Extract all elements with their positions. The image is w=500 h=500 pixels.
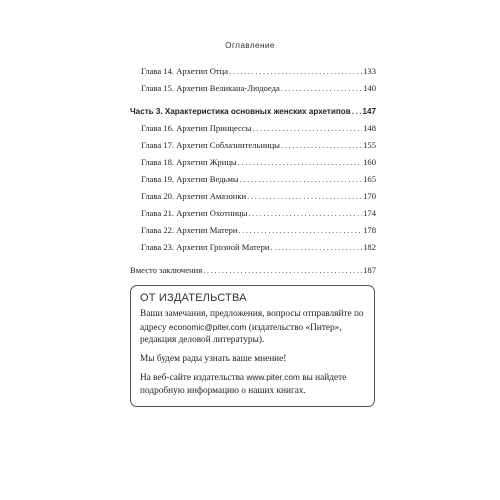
toc-entry-chapter-16[interactable]: [130, 120, 376, 137]
toc-entry-chapter-21[interactable]: [130, 205, 376, 222]
toc-entry-page: 187: [363, 265, 376, 275]
toc-entry-chapter-19[interactable]: [130, 171, 376, 188]
toc-entry-page: 147: [362, 107, 376, 116]
toc-entry-chapter-17[interactable]: [130, 137, 376, 154]
toc-leader-dots: [270, 239, 362, 256]
toc-entry-chapter-15[interactable]: [130, 80, 376, 97]
toc-entry-title: Глава 20. Архетип Амазонки: [141, 191, 247, 201]
toc-leader-dots: [238, 154, 362, 171]
toc-leader-dots: [252, 120, 362, 137]
toc-leader-dots: [281, 137, 362, 154]
toc-entry-title: Глава 23. Архетип Грозной Матери: [141, 242, 270, 252]
toc-entry-title: Глава 21. Архетип Охотницы: [141, 208, 248, 218]
toc-leader-dots: [352, 103, 362, 120]
publisher-note-contact: [140, 308, 365, 347]
publisher-note-website: [140, 371, 365, 397]
toc-entry-page: 140: [363, 83, 376, 93]
toc-leader-dots: [281, 80, 362, 97]
email-link[interactable]: economic@piter.com: [168, 321, 247, 332]
toc-entry-page: 148: [363, 123, 376, 133]
toc-entry-page: 174: [363, 208, 376, 218]
toc-leader-dots: [238, 222, 362, 239]
toc-entry-chapter-20[interactable]: [130, 188, 376, 205]
toc-entry-title: Глава 17. Архетип Соблазнительницы: [141, 140, 280, 150]
toc-entry-title: Глава 22. Архетип Матери: [141, 225, 238, 235]
running-header: Оглавление: [225, 41, 275, 50]
contact-text-end: (издательство «Питер», редакция деловой литературы).: [140, 322, 342, 345]
toc-entry-title: Глава 19. Архетип Ведьмы: [141, 174, 239, 184]
contact-text-start: Ваши замечания, предложения, вопросы отправляйте по адресу: [140, 309, 364, 333]
toc-entry-title: Глава 16. Архетип Принцессы: [141, 123, 252, 133]
toc-entry-page: 133: [363, 66, 376, 76]
toc-entry-title: Глава 18. Архетип Жрицы: [141, 157, 237, 167]
publisher-note-box: [130, 285, 375, 407]
website-text-start: На веб-сайте издательства: [140, 373, 247, 383]
toc-entry-page: 160: [363, 157, 376, 167]
toc-entry-title: Глава 15. Архетип Великана-Людоеда: [141, 83, 280, 93]
toc-entry-chapter-14[interactable]: [130, 63, 376, 80]
toc-entry-title: Вместо заключения: [130, 265, 203, 275]
toc-entry-chapter-23[interactable]: [130, 239, 376, 256]
publisher-note-title: ОТ ИЗДАТЕЛЬСТВА: [140, 292, 247, 304]
toc-entry-title: Часть 3. Характеристика основных женских архетипов: [130, 107, 351, 116]
toc-entry-page: 182: [363, 242, 376, 252]
toc-leader-dots: [240, 171, 362, 188]
toc-entry-part-3[interactable]: [130, 103, 376, 120]
toc-entry-page: 165: [363, 174, 376, 184]
toc-entry-title: Глава 14. Архетип Отца: [141, 66, 229, 76]
toc-entry-conclusion[interactable]: [130, 262, 376, 279]
toc-leader-dots: [248, 205, 362, 222]
table-of-contents: [130, 63, 376, 279]
publisher-note-feedback: Мы будем рады узнать ваше мнение!: [140, 353, 287, 364]
website-text-end: вы найдете подробную информацию о наших книгах.: [140, 373, 347, 396]
toc-entry-page: 178: [363, 225, 376, 235]
toc-entry-chapter-22[interactable]: [130, 222, 376, 239]
toc-entry-chapter-18[interactable]: [130, 154, 376, 171]
toc-entry-page: 170: [363, 191, 376, 201]
website-link[interactable]: www.piter.com: [246, 372, 300, 382]
toc-leader-dots: [247, 188, 362, 205]
toc-entry-page: 155: [363, 140, 376, 150]
toc-leader-dots: [203, 262, 362, 279]
toc-leader-dots: [229, 63, 362, 80]
